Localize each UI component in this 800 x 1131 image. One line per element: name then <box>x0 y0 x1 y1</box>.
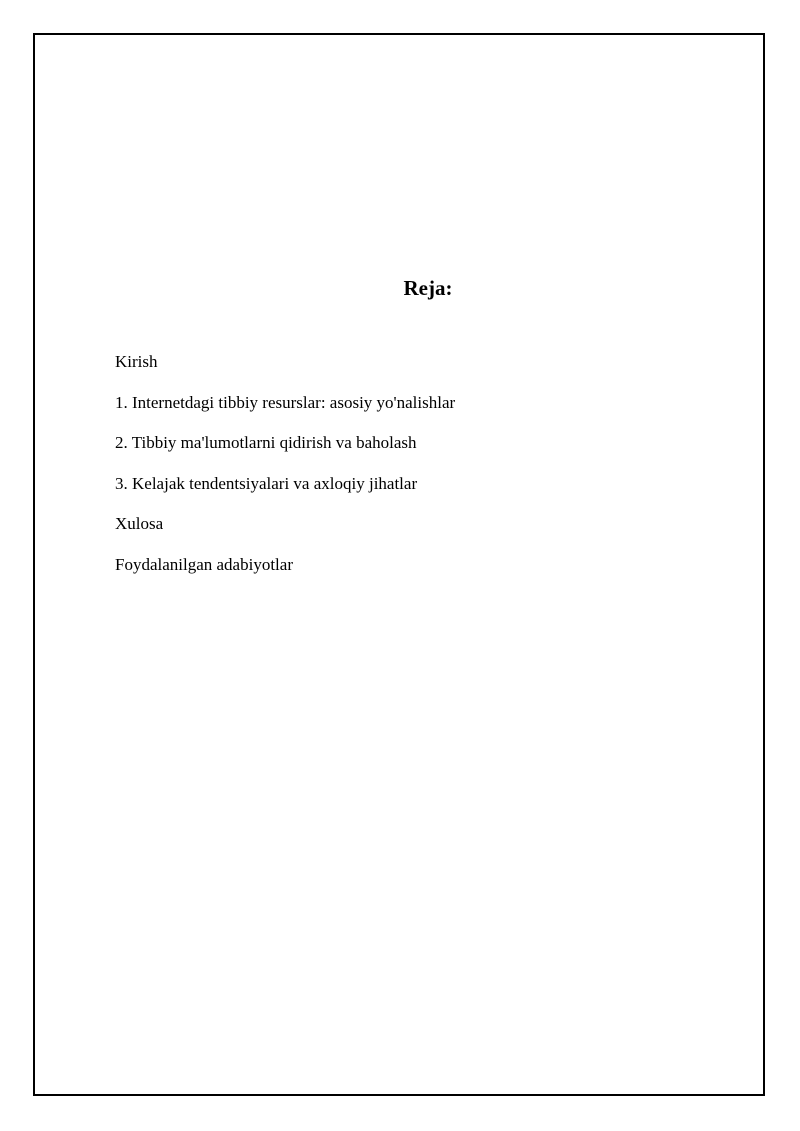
toc-item-section-3: 3. Kelajak tendentsiyalari va axloqiy jihatlar <box>115 473 418 493</box>
toc-item-section-2: 2. Tibbiy ma'lumotlarni qidirish va baholash <box>115 433 417 452</box>
toc-item-introduction: Kirish <box>115 352 158 371</box>
page-title: Reja: <box>403 276 453 300</box>
toc-item-references: Foydalanilgan adabiyotlar <box>115 554 293 574</box>
toc-item-section-1: 1. Internetdagi tibbiy resurslar: asosiy yo'nalishlar <box>115 392 456 412</box>
toc-item-conclusion: Xulosa <box>115 514 164 533</box>
table-of-contents <box>115 349 455 592</box>
